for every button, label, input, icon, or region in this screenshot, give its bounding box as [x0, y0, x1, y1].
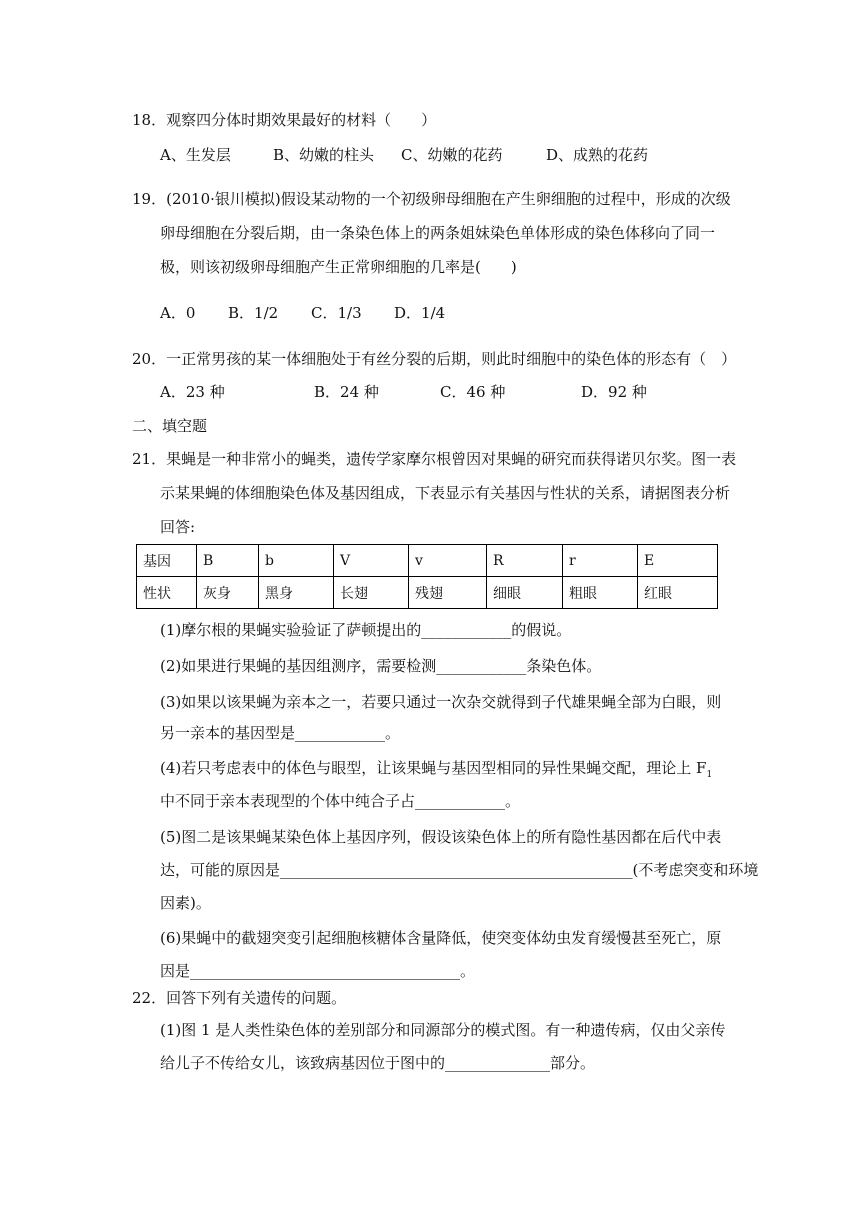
q20-option-a: A．23 种 — [160, 383, 225, 401]
table-cell: R — [487, 545, 563, 577]
q19-line-1: 19．(2010·银川模拟)假设某动物的一个初级卵母细胞在产生卵细胞的过程中，形成的次级 — [132, 190, 731, 208]
q21-sub-5c: 因素)。 — [160, 894, 211, 912]
q21-sub-4b: 中不同于亲本表现型的个体中纯合子占____________。 — [160, 792, 521, 810]
q18-option-d: D、成熟的花药 — [546, 146, 649, 164]
table-cell: 性状 — [137, 577, 197, 609]
q18-option-b: B、幼嫩的柱头 — [273, 146, 375, 164]
q19-line-3: 极，则该初级卵母细胞产生正常卵细胞的几率是( ) — [160, 258, 517, 276]
table-cell: 红眼 — [638, 577, 718, 609]
q21-sub-3b: 另一亲本的基因型是____________。 — [160, 724, 401, 742]
table-cell: B — [197, 545, 259, 577]
q21-sub-2: (2)如果进行果蝇的基因组测序，需要检测____________条染色体。 — [160, 657, 602, 675]
table-cell: E — [638, 545, 718, 577]
q19-line-2: 卵母细胞在分裂后期，由一条染色体上的两条姐妹染色单体形成的染色体移向了同一 — [160, 224, 716, 242]
q19-option-c: C．1/3 — [311, 304, 362, 322]
table-cell: 细眼 — [487, 577, 563, 609]
table-cell: 长翅 — [334, 577, 409, 609]
q21-line-2: 示某果蝇的体细胞染色体及基因组成，下表显示有关基因与性状的关系，请据图表分析 — [160, 484, 731, 502]
table-cell: V — [334, 545, 409, 577]
gene-trait-table — [136, 544, 718, 609]
q21-line-3: 回答: — [160, 518, 196, 536]
q18-option-a: A、生发层 — [160, 146, 231, 164]
table-cell: 基因 — [137, 545, 197, 577]
table-cell: 残翅 — [409, 577, 487, 609]
q22-line-3: 给儿子不传给女儿，该致病基因位于图中的______________部分。 — [160, 1054, 596, 1072]
section-heading-fill-in: 二、填空题 — [132, 417, 208, 435]
q21-sub-6a: (6)果蝇中的截翅突变引起细胞核糖体含量降低，使突变体幼虫发育缓慢甚至死亡，原 — [160, 929, 722, 947]
q18-option-c: C、幼嫩的花药 — [401, 146, 503, 164]
q19-option-d: D．1/4 — [394, 304, 446, 322]
q22-line-2: (1)图 1 是人类性染色体的差别部分和同源部分的模式图。有一种遗传病，仅由父亲传 — [160, 1021, 726, 1039]
q21-line-1: 21．果蝇是一种非常小的蝇类，遗传学家摩尔根曾因对果蝇的研究而获得诺贝尔奖。图一表 — [132, 450, 737, 468]
q21-sub-4a-text: (4)若只考虑表中的体色与眼型，让该果蝇与基因型相同的异性果蝇交配，理论上 F — [160, 759, 707, 777]
f-subscript: 1 — [706, 770, 713, 780]
table-row-genes — [137, 545, 718, 577]
q20-option-d: D．92 种 — [581, 383, 647, 401]
table-row-traits — [137, 577, 718, 609]
q18-stem: 18．观察四分体时期效果最好的材料（ ） — [132, 111, 437, 129]
table-cell: b — [259, 545, 334, 577]
q20-option-b: B．24 种 — [314, 383, 379, 401]
q21-sub-5a: (5)图二是该果蝇某染色体上基因序列，假设该染色体上的所有隐性基因都在后代中表 — [160, 828, 722, 846]
q21-sub-1: (1)摩尔根的果蝇实验验证了萨顿提出的____________的假说。 — [160, 621, 572, 639]
table-cell: r — [563, 545, 638, 577]
q20-option-c: C．46 种 — [440, 383, 506, 401]
q20-stem: 20．一正常男孩的某一体细胞处于有丝分裂的后期，则此时细胞中的染色体的形态有（ ） — [132, 350, 737, 368]
q21-sub-4a — [160, 758, 712, 785]
q22-line-1: 22．回答下列有关遗传的问题。 — [132, 989, 347, 1007]
q21-sub-6b: 因是____________________________________。 — [160, 962, 476, 980]
table-cell: 灰身 — [197, 577, 259, 609]
table-cell: v — [409, 545, 487, 577]
q21-sub-3a: (3)如果以该果蝇为亲本之一，若要只通过一次杂交就得到子代雄果蝇全部为白眼，则 — [160, 693, 722, 711]
q19-option-b: B．1/2 — [228, 304, 279, 322]
q21-sub-5b: 达，可能的原因是_______________________________________________(不考虑突变和环境 — [160, 861, 759, 879]
q19-option-a: A．0 — [160, 304, 196, 322]
table-cell: 黑身 — [259, 577, 334, 609]
table-cell: 粗眼 — [563, 577, 638, 609]
